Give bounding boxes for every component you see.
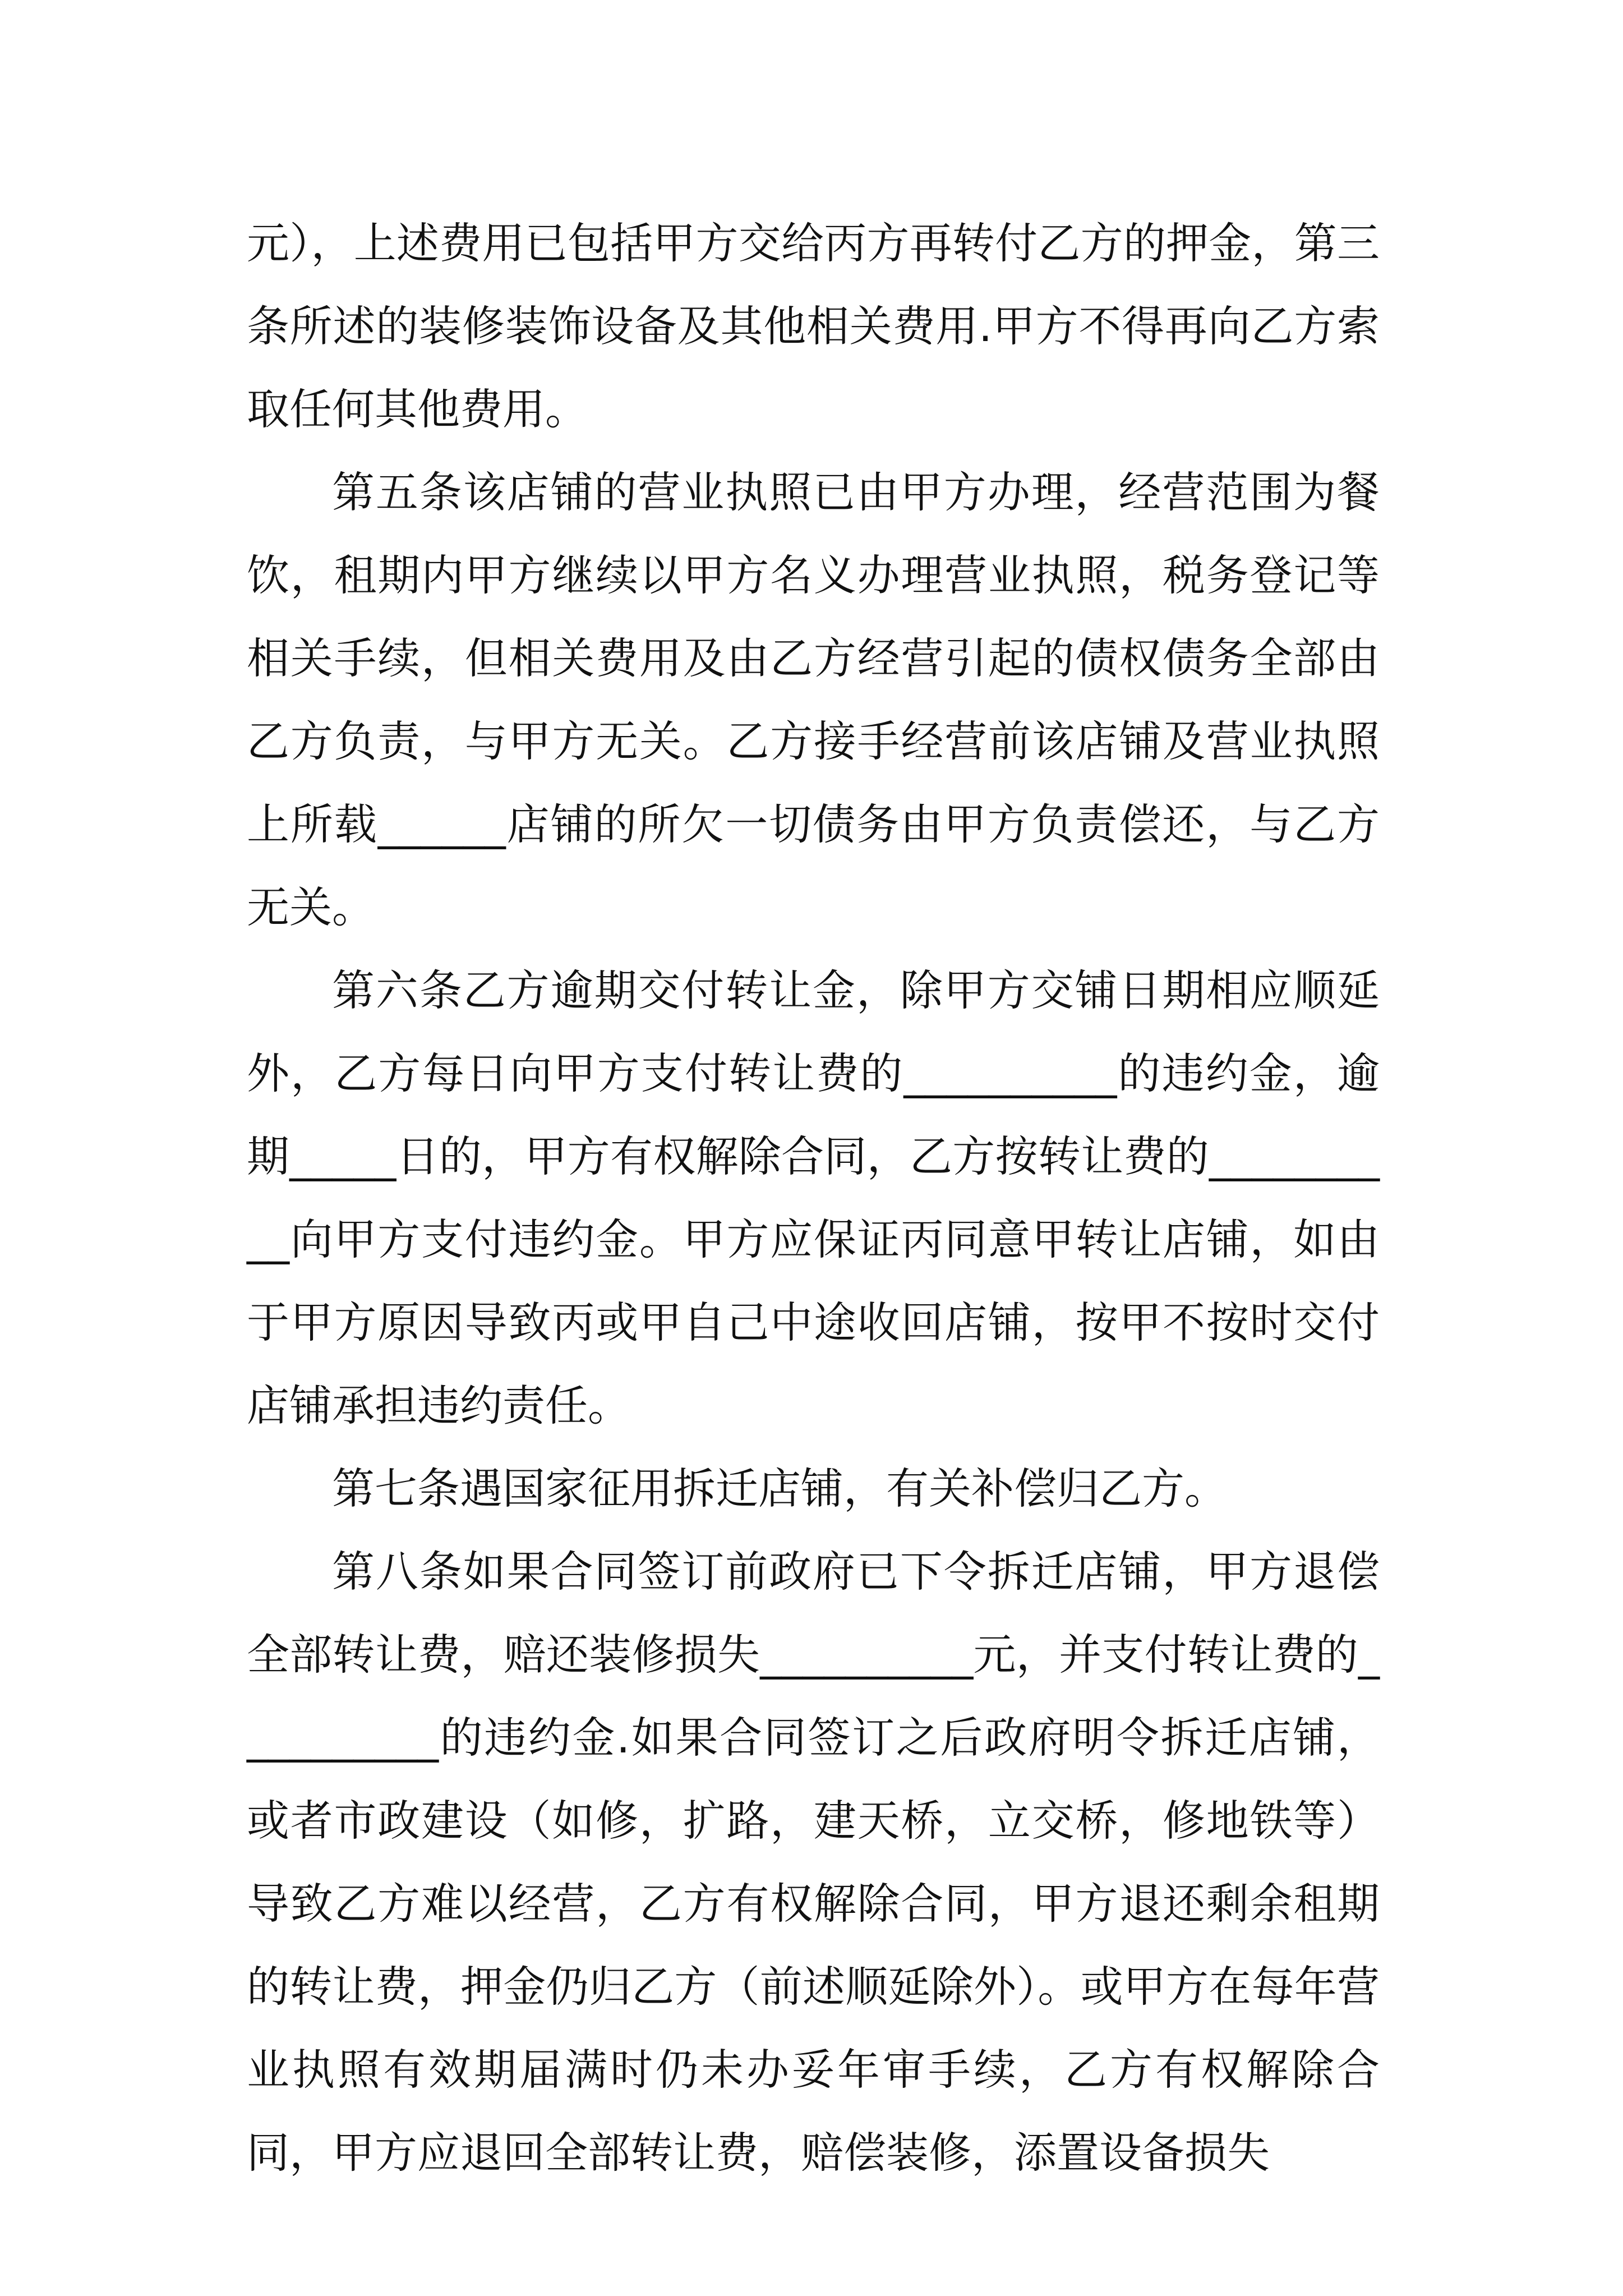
document-body xyxy=(247,202,1380,2194)
paragraph-article-5: 第五条该店铺的营业执照已由甲方办理，经营范围为餐饮，租期内甲方继续以甲方名义办理营业执照，税务登记等相关手续，但相关费用及由乙方经营引起的债权债务全部由乙方负责，与甲方无关。乙方接手经营前该店铺及营业执照上所载______店铺的所欠一切债务由甲方负责偿还，与乙方无关。 xyxy=(247,467,1380,932)
paragraph-article-8: 第八条如果合同签订前政府已下令拆迁店铺，甲方退偿全部转让费，赔还装修损失__________元，并支付转让费的__________的违约金.如果合同签订之后政府明令拆迁店铺，或者市政建设（如修，扩路，建天桥，立交桥，修地铁等）导致乙方难以经营，乙方有权解除合同，甲方退还剩余租期的转让费，押金仍归乙方（前述顺延除外）。或甲方在每年营业执照有效期届满时仍未办妥年审手续，乙方有权解除合同，甲方应退回全部转让费，赔偿装修，添置设备损失 xyxy=(247,1547,1380,2178)
paragraph-article-6: 第六条乙方逾期交付转让金，除甲方交铺日期相应顺延外，乙方每日向甲方支付转让费的__________的违约金，逾期_____日的，甲方有权解除合同，乙方按转让费的__________向甲方支付违约金。甲方应保证丙同意甲转让店铺，如由于甲方原因导致丙或甲自己中途收回店铺，按甲不按时交付店铺承担违约责任。 xyxy=(247,965,1380,1430)
paragraph-fee-summary: 元），上述费用已包括甲方交给丙方再转付乙方的押金，第三条所述的装修装饰设备及其他相关费用.甲方不得再向乙方索取任何其他费用。 xyxy=(247,218,1380,434)
paragraph-article-7: 第七条遇国家征用拆迁店铺，有关补偿归乙方。 xyxy=(332,1464,1227,1513)
